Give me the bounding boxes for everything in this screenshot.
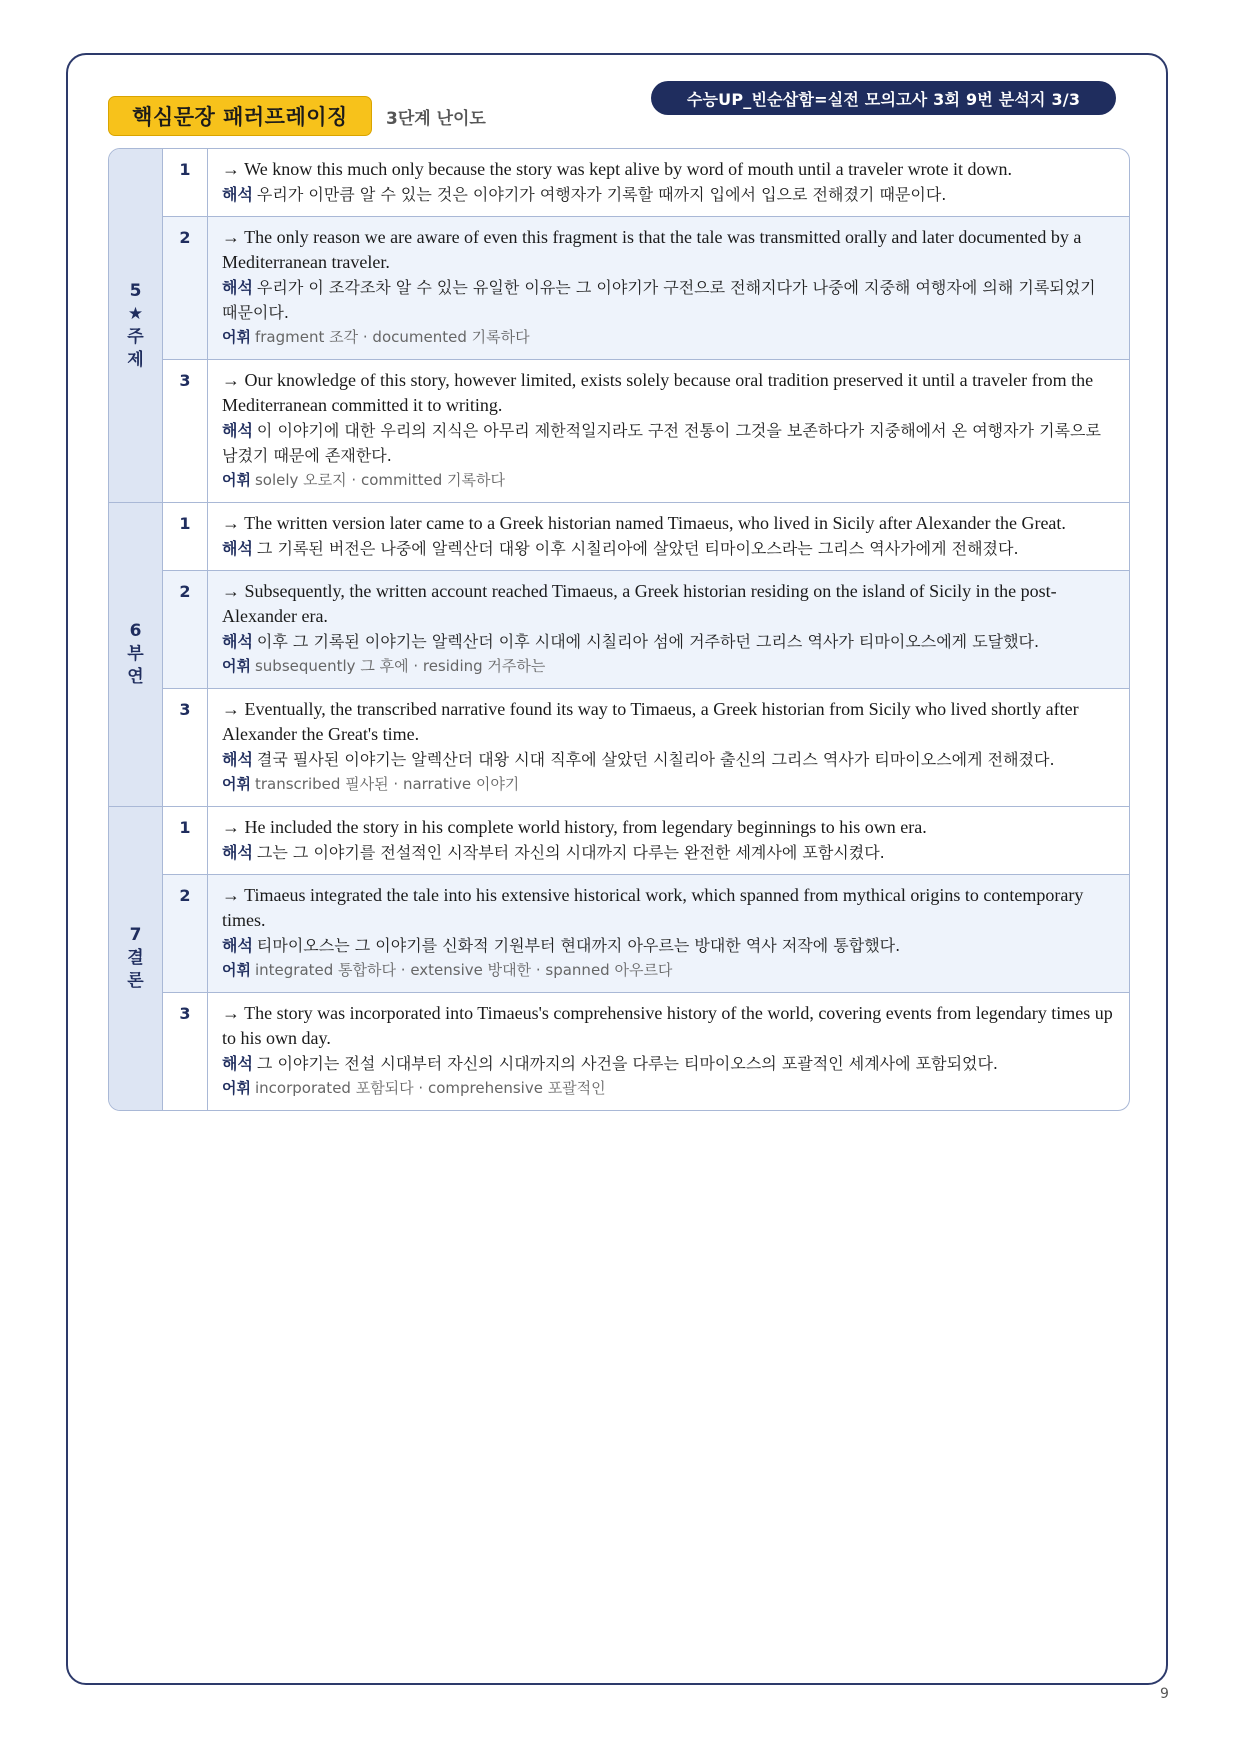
translation-tag: 해석: [222, 1054, 253, 1073]
paraphrase-row: [163, 993, 1129, 1110]
translation-line: [222, 629, 1113, 654]
translation-line: [222, 275, 1113, 325]
translation-tag: 해석: [222, 750, 253, 769]
vocab-tag: 어휘: [222, 657, 251, 675]
section-label-char: 제: [127, 349, 144, 370]
section-label-char: 6: [129, 621, 142, 641]
section-label: [109, 807, 163, 1110]
vocab-line: [222, 468, 1113, 493]
row-number: 3: [163, 360, 208, 502]
vocab-tag: 어휘: [222, 471, 251, 489]
vocab-text: integrated 통합하다 · extensive 방대한 · spanned 아우르다: [254, 961, 673, 979]
paragraph-section: [109, 807, 1129, 1110]
translation-tag: 해석: [222, 278, 253, 297]
korean-translation: 그 기록된 버전은 나중에 알렉산더 대왕 이후 시칠리아에 살았던 티마이오스라는 그리스 역사가에게 전해졌다.: [256, 539, 1019, 558]
english-sentence: → We know this much only because the story was kept alive by word of mouth until a traveler wrote it down.: [222, 159, 1013, 179]
translation-tag: 해석: [222, 185, 253, 204]
section-title-badge: 핵심문장 패러프레이징: [108, 96, 372, 136]
translation-tag: 해석: [222, 421, 253, 440]
paraphrase-row: [163, 807, 1129, 875]
vocab-line: [222, 1076, 1113, 1101]
vocab-line: [222, 958, 1113, 983]
section-label-char: 연: [127, 667, 144, 687]
english-sentence: → Eventually, the transcribed narrative found its way to Timaeus, a Greek historian from Sicily who lived shortly after Alexander the Great's time.: [222, 699, 1079, 744]
vocab-tag: 어휘: [222, 328, 251, 346]
vocab-text: subsequently 그 후에 · residing 거주하는: [254, 657, 546, 675]
section-label-char: 론: [127, 971, 144, 991]
row-number: 2: [163, 217, 208, 359]
vocab-tag: 어휘: [222, 961, 251, 979]
translation-tag: 해석: [222, 843, 253, 862]
korean-translation: 우리가 이만큼 알 수 있는 것은 이야기가 여행자가 기록할 때까지 입에서 입으로 전해졌기 때문이다.: [256, 185, 947, 204]
vocab-line: [222, 772, 1113, 797]
row-number: 3: [163, 993, 208, 1110]
korean-translation: 그 이야기는 전설 시대부터 자신의 시대까지의 사건을 다루는 티마이오스의 포괄적인 세계사에 포함되었다.: [256, 1054, 999, 1073]
page-number: 9: [1160, 1686, 1169, 1702]
translation-line: [222, 747, 1113, 772]
paraphrase-table: [108, 148, 1130, 1111]
vocab-text: solely 오로지 · committed 기록하다: [254, 471, 506, 489]
row-number: 1: [163, 807, 208, 874]
korean-translation: 그는 그 이야기를 전설적인 시작부터 자신의 시대까지 다루는 완전한 세계사에 포함시켰다.: [256, 843, 885, 862]
vocab-tag: 어휘: [222, 1079, 251, 1097]
translation-line: [222, 418, 1113, 468]
row-number: 3: [163, 689, 208, 806]
translation-line: [222, 182, 1113, 207]
translation-line: [222, 933, 1113, 958]
english-sentence: → Subsequently, the written account reached Timaeus, a Greek historian residing on the island of Sicily in the post-Alexander era.: [222, 581, 1057, 626]
translation-tag: 해석: [222, 632, 253, 651]
paraphrase-row: [163, 217, 1129, 360]
vocab-line: [222, 654, 1113, 679]
vocab-text: transcribed 필사된 · narrative 이야기: [254, 775, 520, 793]
korean-translation: 티마이오스는 그 이야기를 신화적 기원부터 현대까지 아우르는 방대한 역사 저작에 통합했다.: [256, 936, 901, 955]
paraphrase-row: [163, 149, 1129, 217]
korean-translation: 이 이야기에 대한 우리의 지식은 아무리 제한적일지라도 구전 전통이 그것을 보존하다가 지중해에서 온 여행자가 기록으로 남겼기 때문에 존재한다.: [222, 421, 1101, 465]
vocab-tag: 어휘: [222, 775, 251, 793]
vocab-text: fragment 조각 · documented 기록하다: [254, 328, 530, 346]
paraphrase-row: [163, 503, 1129, 571]
section-label-char: 주: [127, 326, 144, 347]
paraphrase-row: [163, 875, 1129, 993]
korean-translation: 이후 그 기록된 이야기는 알렉산더 이후 시대에 시칠리아 섬에 거주하던 그리스 역사가 티마이오스에게 도달했다.: [256, 632, 1040, 651]
section-label-char: ★: [127, 303, 144, 324]
section-label-char: 5: [129, 280, 142, 301]
row-number: 2: [163, 875, 208, 992]
section-label-char: 7: [129, 925, 142, 945]
exam-title-pill: 수능UP_빈순삽함=실전 모의고사 3회 9번 분석지 3/3: [651, 81, 1116, 115]
difficulty-label: 3단계 난이도: [386, 109, 486, 129]
section-label: [109, 503, 163, 806]
row-number: 2: [163, 571, 208, 688]
korean-translation: 결국 필사된 이야기는 알렉산더 대왕 시대 직후에 살았던 시칠리아 출신의 그리스 역사가 티마이오스에게 전해졌다.: [256, 750, 1055, 769]
translation-tag: 해석: [222, 936, 253, 955]
row-number: 1: [163, 149, 208, 216]
section-label-char: 결: [127, 948, 144, 968]
english-sentence: → The story was incorporated into Timaeus's comprehensive history of the world, covering events from legendary times up to his own day.: [222, 1003, 1113, 1048]
translation-line: [222, 840, 1113, 865]
korean-translation: 우리가 이 조각조차 알 수 있는 유일한 이유는 그 이야기가 구전으로 전해지다가 나중에 지중해 여행자에 의해 기록되었기 때문이다.: [222, 278, 1096, 322]
paraphrase-row: [163, 360, 1129, 502]
english-sentence: → Timaeus integrated the tale into his extensive historical work, which spanned from mythical origins to contemporary times.: [222, 885, 1084, 930]
english-sentence: → Our knowledge of this story, however limited, exists solely because oral tradition preserved it until a traveler from the Mediterranean committed it to writing.: [222, 370, 1094, 415]
english-sentence: → The only reason we are aware of even this fragment is that the tale was transmitted orally and later documented by a Mediterranean traveler.: [222, 227, 1082, 272]
paragraph-section: [109, 503, 1129, 807]
section-label: [109, 149, 163, 502]
english-sentence: → He included the story in his complete world history, from legendary beginnings to his own era.: [222, 817, 927, 837]
vocab-line: [222, 325, 1113, 350]
paraphrase-row: [163, 571, 1129, 689]
translation-line: [222, 536, 1113, 561]
english-sentence: → The written version later came to a Greek historian named Timaeus, who lived in Sicily after Alexander the Great.: [222, 513, 1066, 533]
translation-line: [222, 1051, 1113, 1076]
section-label-char: 부: [127, 644, 144, 664]
row-number: 1: [163, 503, 208, 570]
translation-tag: 해석: [222, 539, 253, 558]
paraphrase-row: [163, 689, 1129, 806]
vocab-text: incorporated 포함되다 · comprehensive 포괄적인: [254, 1079, 606, 1097]
paragraph-section: [109, 149, 1129, 503]
